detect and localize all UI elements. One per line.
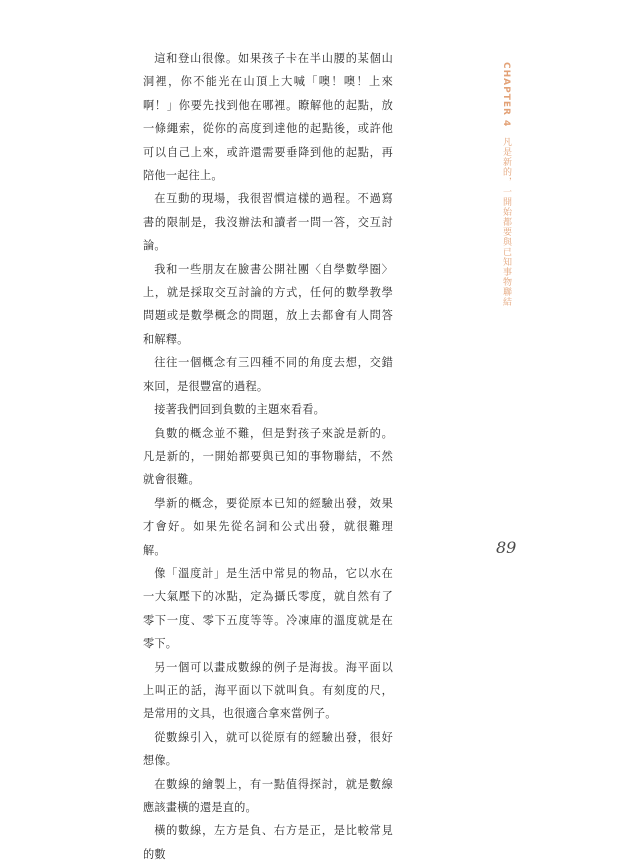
paragraph: 學新的概念，要從原本已知的經驗出發，效果才會好。如果先從名詞和公式出發，就很難理解。: [143, 496, 393, 557]
paragraph: 在互動的現場，我很習慣這樣的過程。不過寫書的限制是，我沒辦法和讀者一問一答，交互討論。: [143, 192, 393, 253]
paragraph: 從數線引入，就可以從原有的經驗出發，很好想像。: [143, 730, 393, 768]
chapter-title: 凡是新的，一開始都要與已知事物聯結: [501, 137, 511, 308]
paragraph: 接著我們回到負數的主題來看看。: [154, 403, 326, 417]
paragraph: 往往一個概念有三四種不同的角度去想，交錯來回，是很豐富的過程。: [143, 356, 393, 393]
paragraph: 負數的概念並不難，但是對孩子來說是新的。凡是新的，一開始都要與已知的事物聯結，不然就會很難。: [143, 426, 393, 487]
paragraph: 另一個可以畫成數線的例子是海拔。海平面以上叫正的話，海平面以下就叫負。有刻度的尺，是常用的文具，也很適合拿來當例子。: [143, 660, 393, 721]
paragraph: 在數線的繪製上，有一點值得探討，就是數線應該畫橫的還是直的。: [143, 777, 393, 814]
chapter-label: CHAPTER 4: [501, 62, 511, 128]
body-text: [143, 47, 393, 866]
paragraph: 橫的數線，左方是負、右方是正，是比較常見的數: [143, 824, 393, 861]
page-number: 89: [496, 538, 517, 557]
running-header: [500, 62, 513, 307]
paragraph: 這和登山很像。如果孩子卡在半山腰的某個山洞裡，你不能光在山頂上大喊「噢！噢！上來啊！」你要先找到他在哪裡。瞭解他的起點，放一條繩索，從你的高度到達他的起點後，或許他可以自己上來，或許還需要垂降到他的起點，再陪他一起往上。: [143, 52, 393, 183]
paragraph: 我和一些朋友在臉書公開社團〈自學數學圈〉上，就是採取交互討論的方式，任何的數學教學問題或是數學概念的問題，放上去都會有人問答和解釋。: [143, 262, 393, 346]
paragraph: 像「溫度計」是生活中常見的物品，它以水在一大氣壓下的冰點，定為攝氏零度，就自然有了零下一度、零下五度等等。冷凍庫的溫度就是在零下。: [143, 566, 393, 651]
